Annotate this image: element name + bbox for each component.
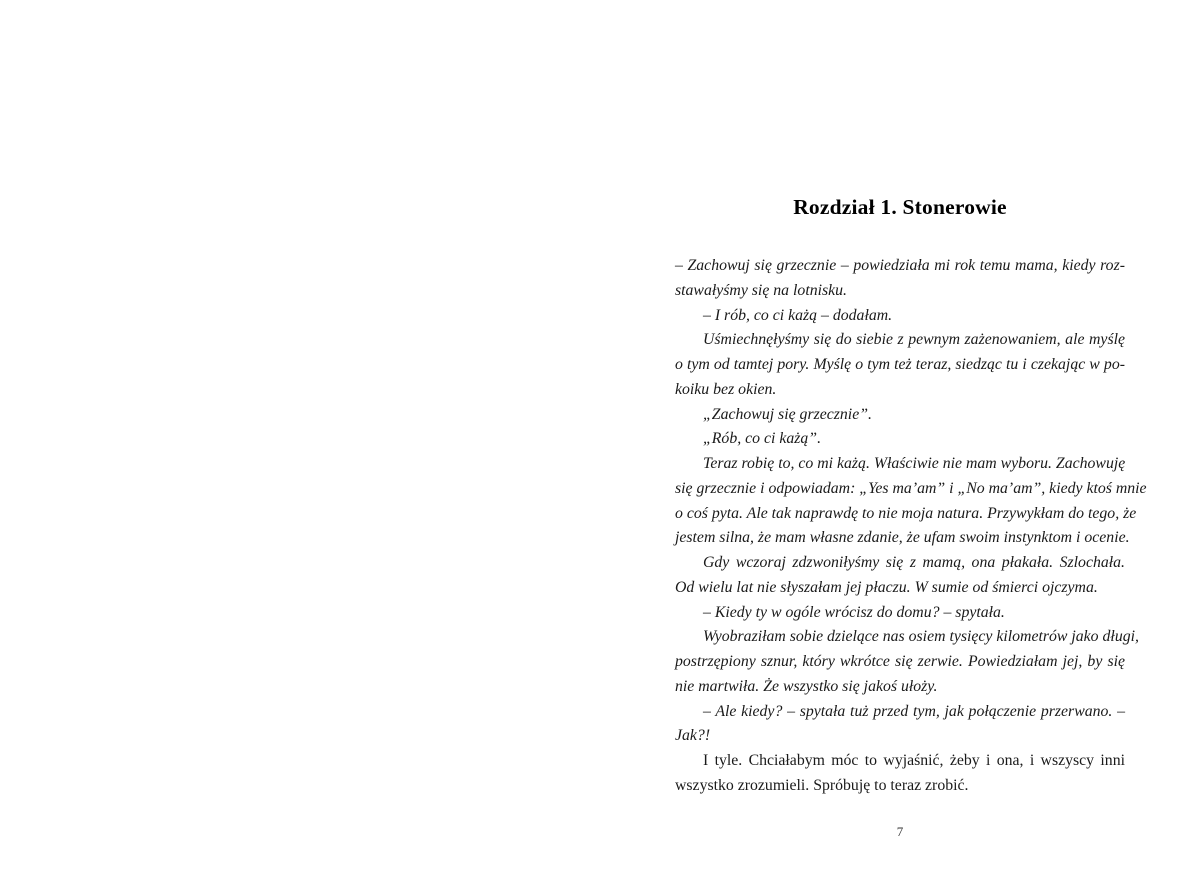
text-line: stawałyśmy się na lotnisku. <box>675 281 847 299</box>
paragraph <box>675 551 1125 601</box>
text-line: wszystko zrozumieli. Spróbuję to teraz zrobić. <box>675 776 969 794</box>
text-line: Teraz robię to, co mi każą. Właściwie nie mam wyboru. Zachowuję <box>703 455 1126 472</box>
text-line: „Zachowuj się grzecznie”. <box>703 405 872 423</box>
text-line: jestem silna, że mam własne zdanie, że ufam swoim instynktom i ocenie. <box>675 529 1130 547</box>
chapter-title: Rozdział 1. Stonerowie <box>793 195 1007 220</box>
text-line: I tyle. Chciałabym móc to wyjaśnić, żeby i ona, i wszyscy inni <box>703 752 1125 769</box>
text-line: – Kiedy ty w ogóle wrócisz do domu? – spytała. <box>703 603 1005 621</box>
text-line: postrzępiony sznur, który wkrótce się zerwie. Powiedziałam jej, by się <box>675 653 1125 670</box>
text-line: Uśmiechnęłyśmy się do siebie z pewnym zażenowaniem, ale myślę <box>703 331 1125 349</box>
paragraph <box>675 304 1125 329</box>
text-line: Od wielu lat nie słyszałam jej płaczu. W sumie od śmierci ojczyma. <box>675 578 1098 596</box>
paragraph <box>675 749 1125 799</box>
paragraph <box>675 700 1125 750</box>
text-line: o coś pyta. Ale tak naprawdę to nie moja natura. Przywykłam do tego, że <box>675 504 1137 522</box>
paragraph <box>675 427 1125 452</box>
text-line: koiku bez okien. <box>675 380 777 398</box>
text-line: Gdy wczoraj zdzwoniłyśmy się z mamą, ona płakała. Szlochała. <box>703 554 1125 571</box>
text-line: – I rób, co ci każą – dodałam. <box>703 306 893 324</box>
text-line: – Ale kiedy? – spytała tuż przed tym, jak połączenie przerwano. – <box>703 702 1125 720</box>
paragraph <box>675 601 1125 626</box>
paragraph <box>675 403 1125 428</box>
text-line: Jak?! <box>675 727 711 745</box>
page-number: 7 <box>896 824 904 839</box>
paragraph <box>675 328 1125 402</box>
text-line: się grzecznie i odpowiadam: „Yes ma’am” i „No ma’am”, kiedy ktoś mnie <box>675 479 1147 497</box>
text-line: nie martwiła. Że wszystko się jakoś ułoży. <box>675 677 938 695</box>
text-line: Wyobraziłam sobie dzielące nas osiem tysięcy kilometrów jako długi, <box>703 628 1139 646</box>
text-line: o tym od tamtej pory. Myślę o tym też teraz, siedząc tu i czekając w po- <box>675 356 1125 373</box>
text-line: – Zachowuj się grzecznie – powiedziała mi rok temu mama, kiedy roz- <box>675 257 1125 274</box>
paragraph <box>675 254 1125 304</box>
paragraph <box>675 625 1139 699</box>
page-body <box>675 254 1147 799</box>
paragraph <box>675 452 1147 551</box>
text-line: „Rób, co ci każą”. <box>703 430 822 448</box>
